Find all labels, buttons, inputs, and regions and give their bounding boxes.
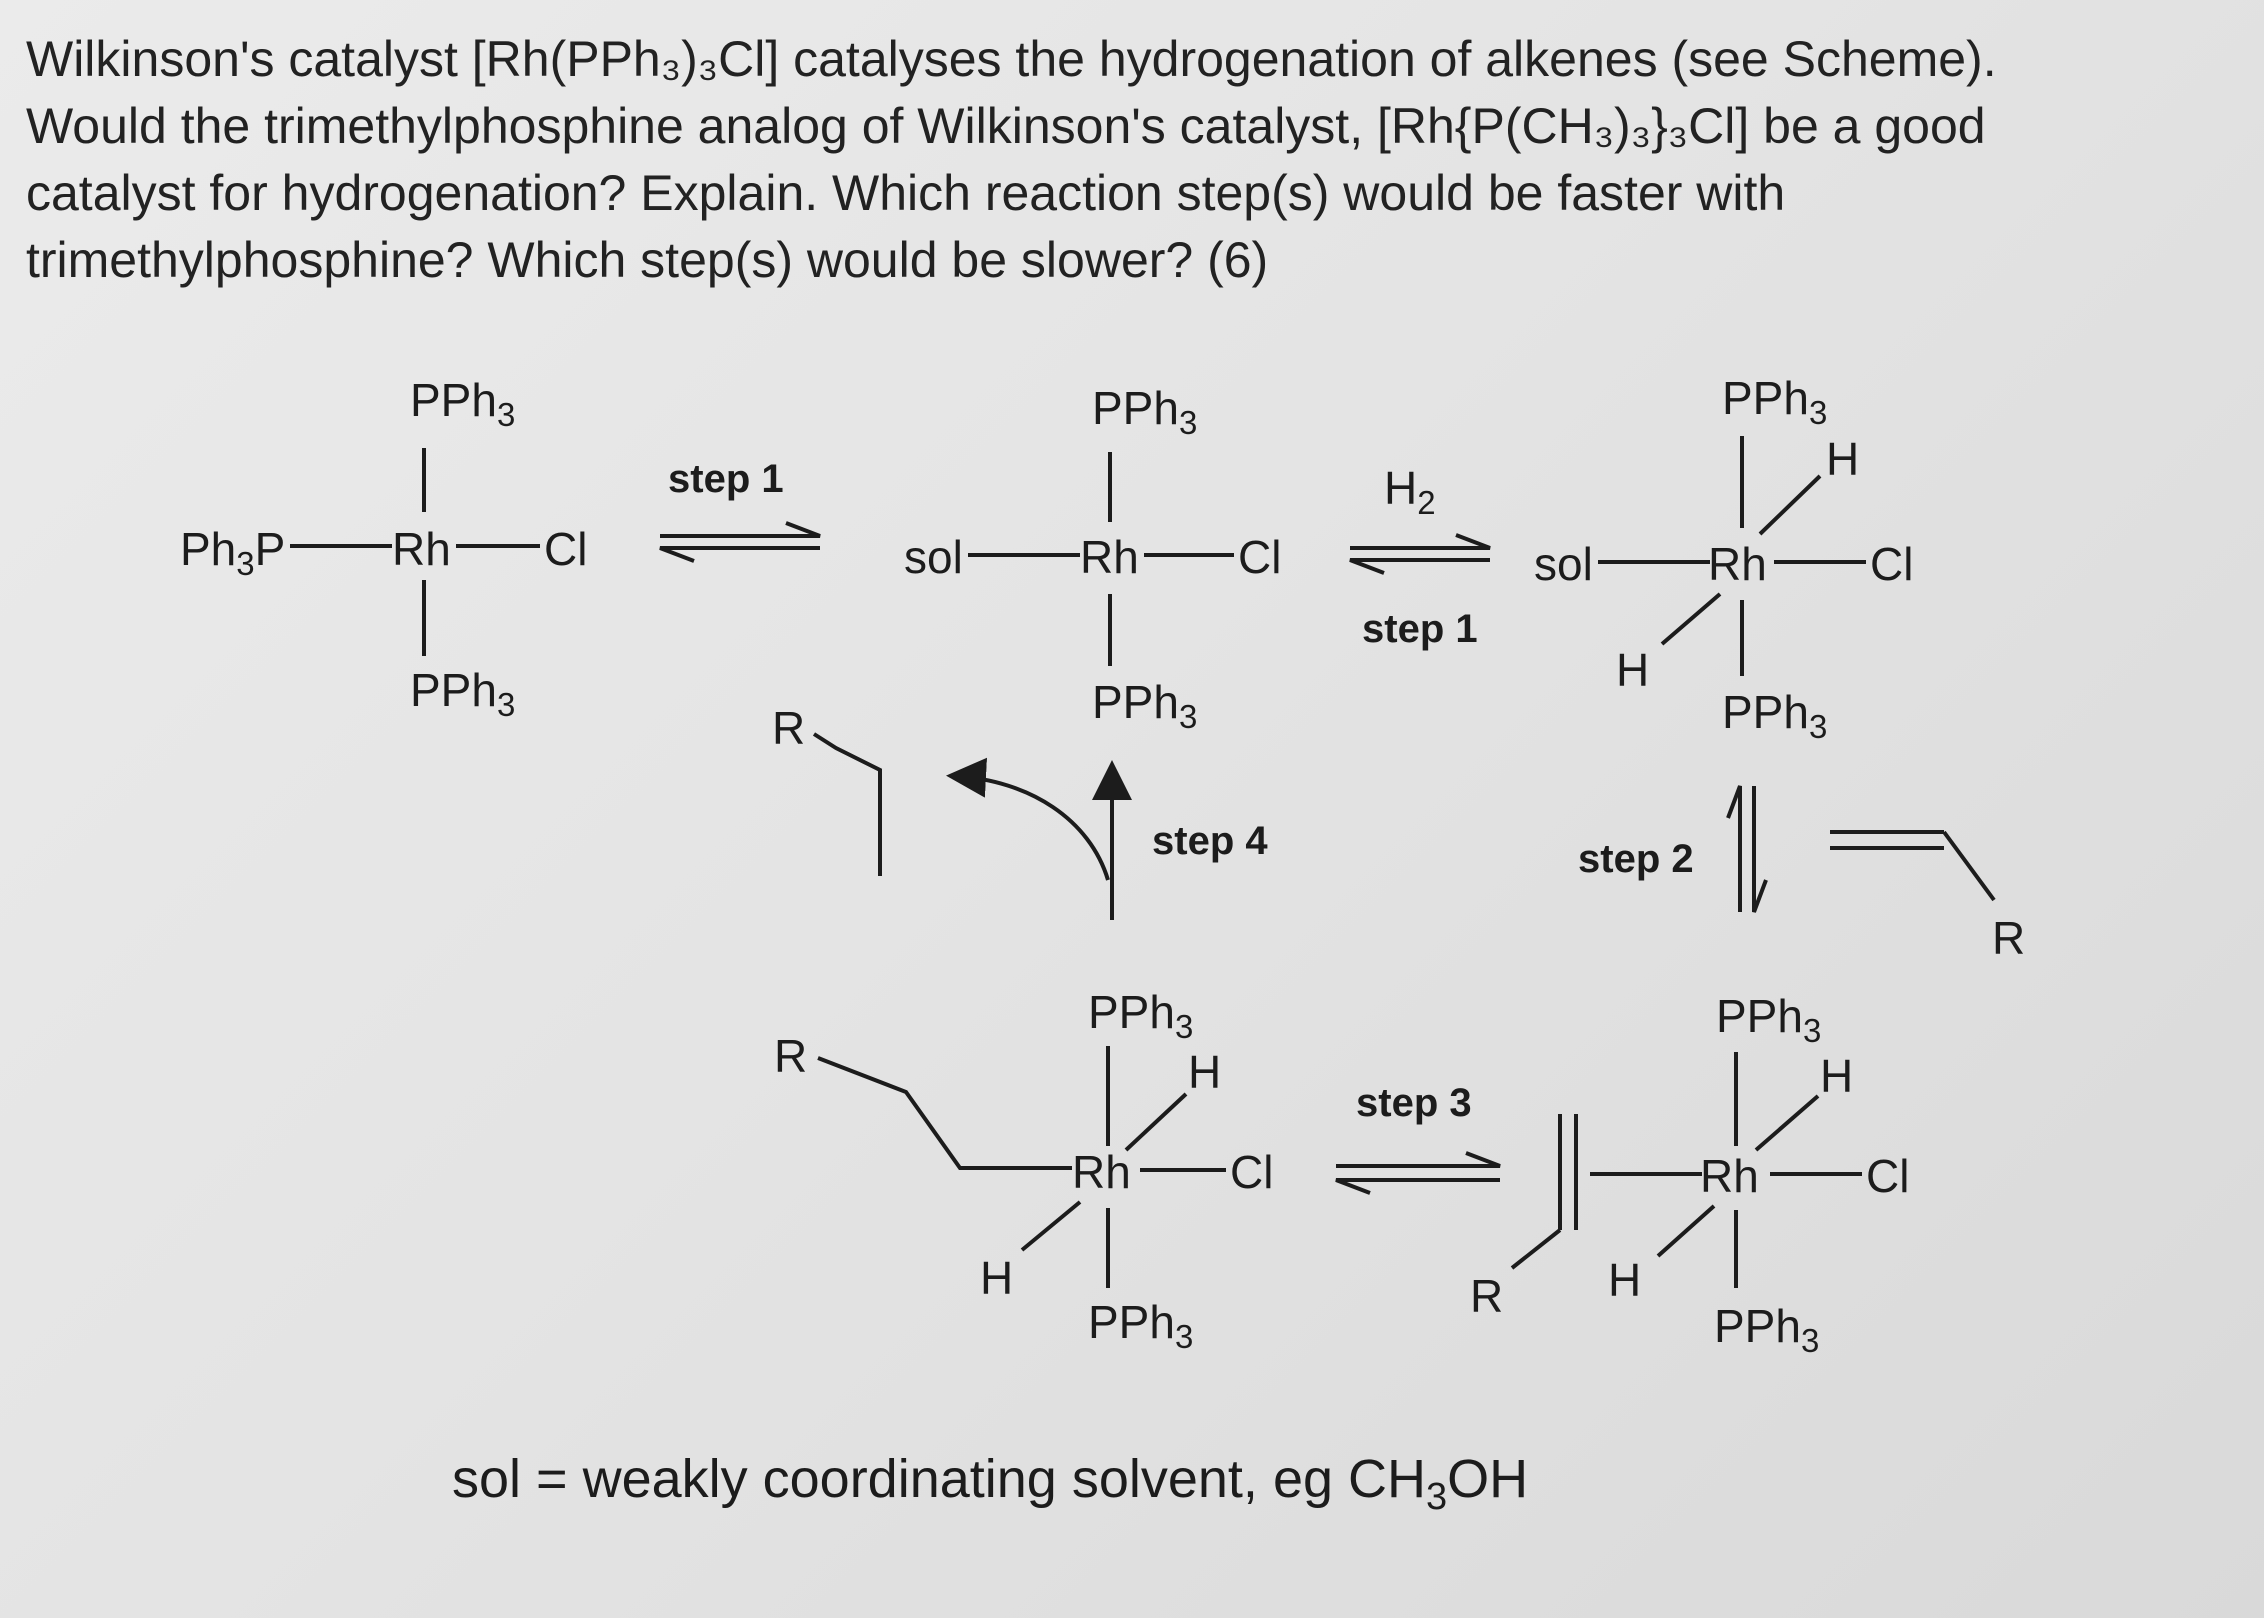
- alkane-product: [814, 734, 880, 876]
- cl-label-4: Cl: [1866, 1150, 1910, 1202]
- equilibrium-h2-addition: [1350, 462, 1490, 651]
- complex-dihydride: [1534, 372, 1913, 745]
- bond-rh-h-bottom-3: [1662, 594, 1720, 644]
- pph3-bottom-label-5: PPh$_3$: [1088, 1296, 1194, 1355]
- rh-label-4: Rh: [1700, 1150, 1759, 1202]
- pph3-top-label-3: PPh$_3$: [1722, 372, 1828, 431]
- bond-rh-h-bottom-4: [1658, 1206, 1714, 1256]
- footnote-subscript: 3: [1426, 1475, 1448, 1518]
- step2-label: step 2: [1578, 837, 1694, 881]
- bond-rh-h-top-4: [1756, 1096, 1818, 1150]
- complex-alkyl-hydride: [774, 986, 1273, 1355]
- rh-label-2: Rh: [1080, 531, 1139, 583]
- cl-label: Cl: [544, 523, 588, 575]
- eq-up-arrow-step2: [1728, 786, 1740, 912]
- alkene-chain-bond: [1944, 832, 1994, 900]
- h-bottom-label-3: H: [1616, 644, 1650, 696]
- bond-rh-h-top-5: [1126, 1094, 1186, 1150]
- h-bottom-label-4: H: [1608, 1254, 1642, 1306]
- alkane-r-label: R: [772, 702, 806, 754]
- h-bottom-label-5: H: [980, 1252, 1014, 1304]
- alkyl-chain: [818, 1058, 1072, 1168]
- alkene-reactant: [1830, 832, 2025, 964]
- cl-label-5: Cl: [1230, 1146, 1274, 1198]
- pph3-bottom-label-4: PPh$_3$: [1714, 1300, 1820, 1359]
- ph3p-label: $Ph_3P$: [180, 523, 286, 582]
- sol-label-2: sol: [904, 531, 963, 583]
- cl-label-3: Cl: [1870, 538, 1914, 590]
- sol-label-3: sol: [1534, 538, 1593, 590]
- eq-forward-arrow-a: [660, 523, 820, 536]
- footnote-text: sol = weakly coordinating solvent, eg CH: [452, 1449, 1427, 1509]
- alkyl-r-label: R: [774, 1030, 808, 1082]
- rh-label-5: Rh: [1072, 1146, 1131, 1198]
- question-line-2: Would the trimethylphosphine analog of Wilkinson's catalyst, [Rh{P(CH₃)₃}₃Cl] be a good: [26, 98, 1986, 154]
- equilibrium-step3: [1336, 1081, 1500, 1193]
- alkene-coord-r-label: R: [1470, 1270, 1504, 1322]
- cl-label-2: Cl: [1238, 531, 1282, 583]
- eq-forward-arrow-b: [1350, 535, 1490, 548]
- eq-down-arrow-step2: [1754, 786, 1766, 912]
- eq-reverse-arrow-step3: [1336, 1180, 1500, 1193]
- equilibrium-step1-a: [660, 457, 820, 561]
- pph3-top-label-2: PPh$_3$: [1092, 382, 1198, 441]
- step1-label-a: step 1: [668, 457, 784, 501]
- eq-reverse-arrow-b: [1350, 560, 1490, 573]
- alkene-coord-chain: [1512, 1230, 1560, 1268]
- pph3-bottom-label-2: PPh$_3$: [1092, 676, 1198, 735]
- alkene-r-label: R: [1992, 912, 2026, 964]
- pph3-top-label-4: PPh$_3$: [1716, 990, 1822, 1049]
- rh-label: Rh: [392, 523, 451, 575]
- pph3-bottom-label-3: PPh$_3$: [1722, 686, 1828, 745]
- pph3-bottom-label: PPh$_3$: [410, 664, 516, 723]
- complex-alkene: [1470, 990, 1909, 1359]
- complex-wilkinson: [180, 374, 587, 723]
- equilibrium-step2: [1578, 786, 1766, 912]
- footnote-end: OH: [1447, 1449, 1529, 1509]
- question-line-4: trimethylphosphine? Which step(s) would be slower? (6): [26, 232, 1269, 288]
- pph3-top-label: PPh$_3$: [410, 374, 516, 433]
- question-line-3: catalyst for hydrogenation? Explain. Which reaction step(s) would be faster with: [26, 165, 1786, 221]
- question-line-1: Wilkinson's catalyst [Rh(PPh₃)₃Cl] catalyses the hydrogenation of alkenes (see Scheme).: [26, 31, 1997, 87]
- bond-rh-h-bottom-5: [1022, 1202, 1080, 1250]
- pph3-top-label-5: PPh$_3$: [1088, 986, 1194, 1045]
- step3-label: step 3: [1356, 1081, 1472, 1125]
- rh-label-3: Rh: [1708, 538, 1767, 590]
- footnote: [452, 1448, 1528, 1519]
- step1-label-b: step 1: [1362, 607, 1478, 651]
- bond-rh-h-top-3: [1760, 476, 1820, 534]
- step4-curved-arrow: [954, 776, 1108, 880]
- eq-forward-arrow-step3: [1336, 1153, 1500, 1166]
- h2-label: $H_2$: [1384, 462, 1436, 521]
- h-top-label-3: H: [1826, 433, 1860, 485]
- step4-label: step 4: [1152, 819, 1268, 863]
- eq-reverse-arrow-a: [660, 548, 820, 561]
- h-top-label-4: H: [1820, 1050, 1854, 1102]
- h-top-label-5: H: [1188, 1046, 1222, 1098]
- complex-solvent: [904, 382, 1281, 735]
